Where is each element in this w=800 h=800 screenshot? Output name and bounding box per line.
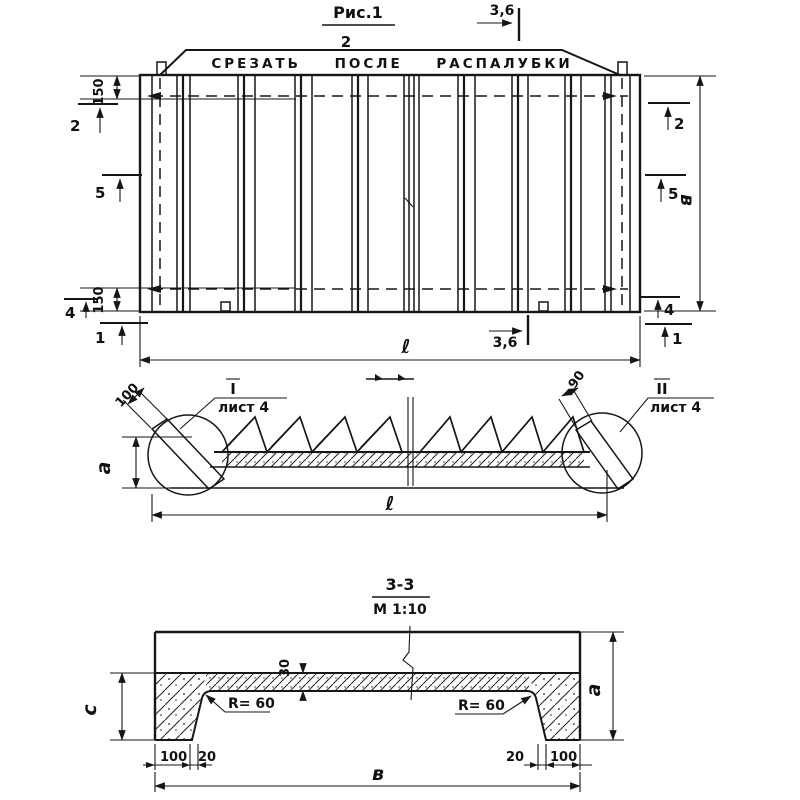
dim-slab-30: 30 [278,658,293,678]
section-mark-1-right: 1 [672,330,683,348]
elevation-length-label: ℓ [385,493,395,515]
dim-100-left: 100 [160,750,188,765]
section-view [79,575,624,792]
dim-20-left: 20 [198,750,217,765]
detail-left-sheet: лист 4 [218,400,270,416]
elevation-view [93,368,714,522]
detail-right-roman: II [656,380,668,398]
step-teeth-inner-lines [226,421,569,447]
dim-100-end-left: 100 [112,380,143,411]
end-plate-left [152,419,224,489]
section-c-label: c [79,704,101,716]
section-mark-5-left: 5 [95,184,106,202]
end-plate-right [576,421,633,489]
section-title: 3-3 [385,575,415,594]
section-a-label: a [583,683,605,697]
dim-100-right: 100 [550,750,578,765]
section-scale: М 1:10 [373,602,427,618]
section-mark-4-right: 4 [664,301,675,319]
plan-view [64,3,716,381]
section-mark-2-right: 2 [674,115,685,133]
plan-length-label: ℓ [401,336,411,358]
detail-right-sheet: лист 4 [650,400,702,416]
section-mark-36-top: 3,6 [489,3,515,19]
section-mark-4-left: 4 [65,304,76,322]
elevation-height-label: a [93,461,115,475]
cutoff-note: СРЕЗАТЬ ПОСЛЕ РАСПАЛУБКИ [211,56,573,72]
section-width-label: в [371,763,385,785]
section-mark-2-left: 2 [70,117,81,135]
section-mark-36-bottom: 3,6 [492,335,518,351]
detail-left-roman: I [230,380,236,398]
dim-20-right: 20 [506,750,525,765]
dim-90-end-right: 90 [565,368,589,392]
dim-150-bottom: 150 [92,286,107,314]
dim-150-top: 150 [92,78,107,106]
radius-left-label: R= 60 [228,696,275,712]
radius-right-label: R= 60 [458,698,505,714]
plan-step-joints [177,76,611,311]
step-teeth [222,417,584,452]
plan-top-marker: 2 [340,33,352,51]
plan-width-label: в [676,194,698,207]
figure-label: Рис.1 [333,3,383,22]
detail-circle-left [148,415,228,495]
section-mark-5-right: 5 [668,185,679,203]
section-mark-1-left: 1 [95,329,106,347]
